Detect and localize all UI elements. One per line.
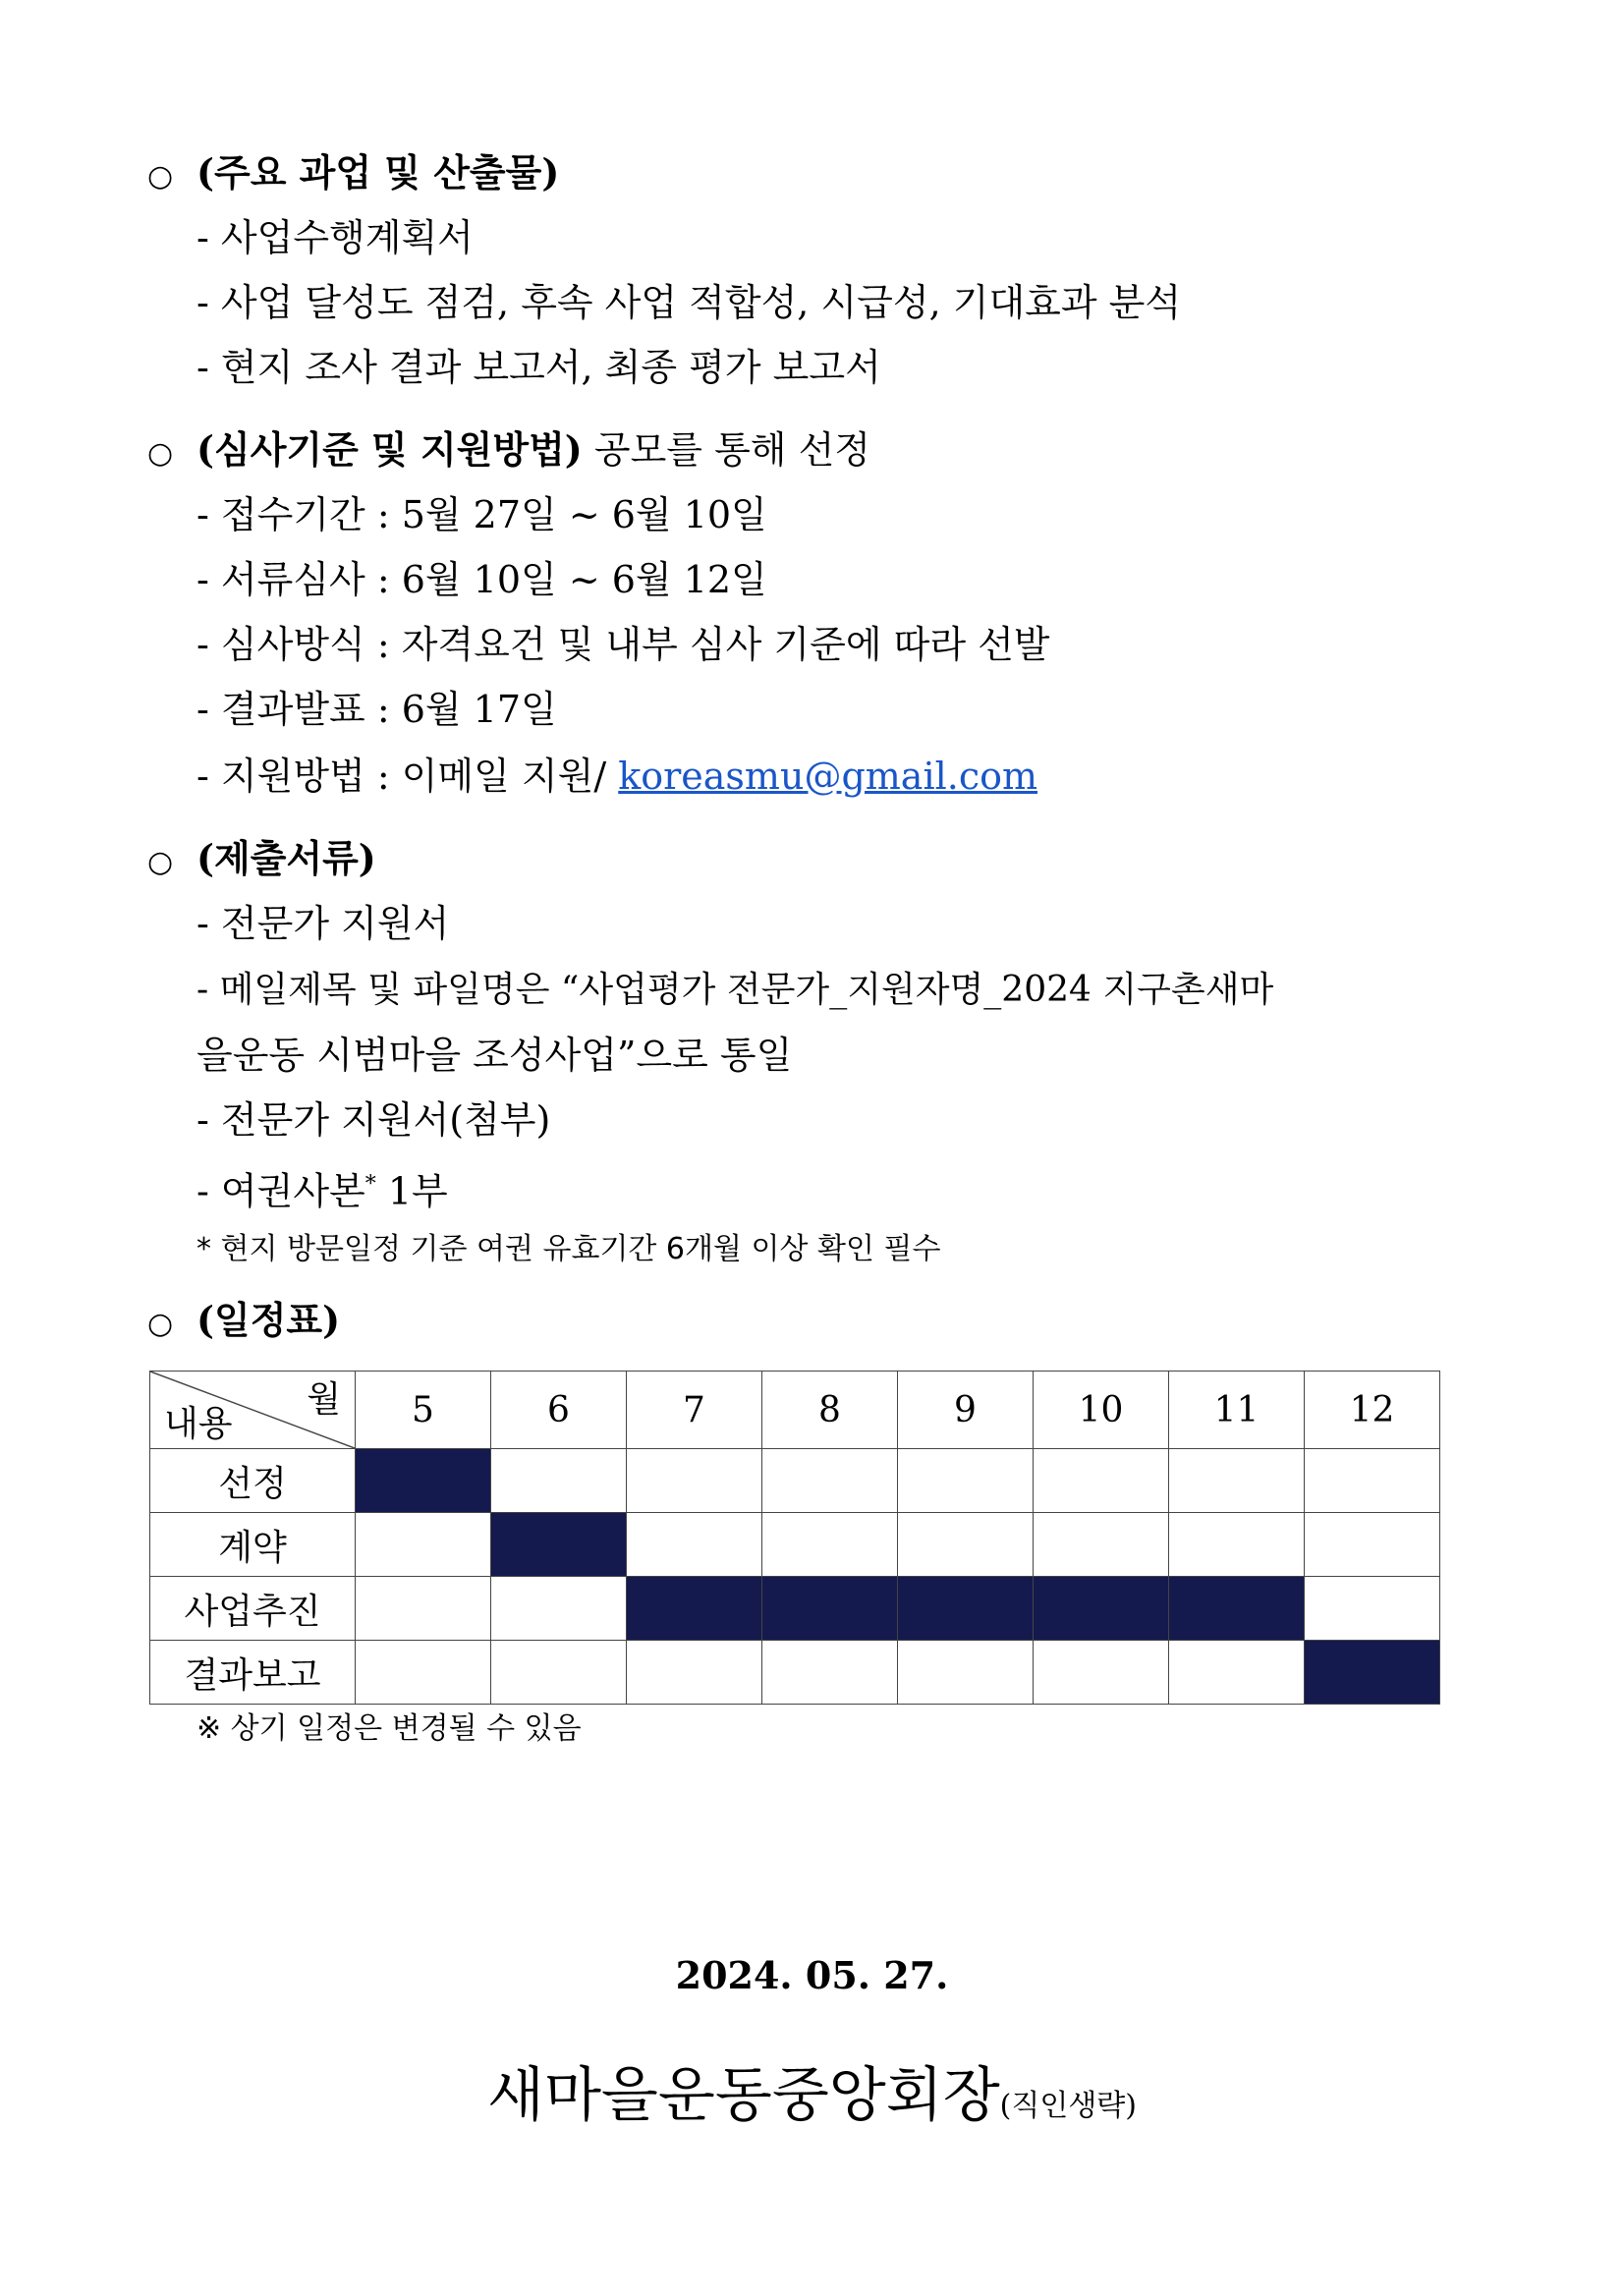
schedule-cell: [356, 1577, 491, 1641]
section-heading: (주요 과업 및 산출물): [196, 150, 560, 195]
schedule-cell-active: [491, 1513, 627, 1577]
bullet-icon: ○: [147, 159, 174, 194]
schedule-cell-active: [1305, 1641, 1440, 1705]
bullet-icon: ○: [147, 845, 174, 879]
schedule-cell-active: [1169, 1577, 1305, 1641]
passport-label: - 여권사본: [196, 1169, 365, 1213]
footnote: * 현지 방문일정 기준 여권 유효기간 6개월 이상 확인 필수: [196, 1232, 941, 1266]
schedule-cell: [491, 1641, 627, 1705]
asterisk-mark: *: [364, 1172, 376, 1197]
section-documents-heading: [147, 833, 376, 888]
month-header: 9: [898, 1372, 1034, 1449]
schedule-cell: [1034, 1449, 1169, 1513]
schedule-row: [150, 1577, 1440, 1641]
schedule-cell-active: [1034, 1577, 1169, 1641]
list-item: - 심사방식 : 자격요건 및 내부 심사 기준에 따라 선발: [196, 623, 1050, 666]
list-item: - 현지 조사 결과 보고서, 최종 평가 보고서: [196, 346, 881, 389]
schedule-cell: [1305, 1449, 1440, 1513]
list-item-continuation: 을운동 시범마을 조성사업”으로 통일: [196, 1034, 793, 1077]
month-header: 10: [1034, 1372, 1169, 1449]
month-header: 8: [762, 1372, 898, 1449]
schedule-cell: [1305, 1513, 1440, 1577]
list-item: - 전문가 지원서: [196, 902, 450, 945]
list-item: - 결과발표 : 6월 17일: [196, 688, 557, 731]
apply-label: - 지원방법 : 이메일 지원/: [196, 755, 619, 798]
section-heading-tail: 공모를 통해 선정: [582, 428, 870, 472]
section-schedule-heading: [147, 1295, 340, 1350]
schedule-header-row: [150, 1372, 1440, 1449]
schedule-cell: [1305, 1577, 1440, 1641]
schedule-cell: [762, 1449, 898, 1513]
list-item: - 메일제목 및 파일명은 “사업평가 전문가_지원자명_2024 지구촌새마: [196, 970, 1274, 1010]
schedule-row: [150, 1449, 1440, 1513]
schedule-cell: [762, 1641, 898, 1705]
schedule-cell: [1169, 1513, 1305, 1577]
list-item: - 사업수행계획서: [196, 216, 474, 259]
row-label: 선정: [150, 1449, 356, 1513]
schedule-cell: [627, 1449, 762, 1513]
signature-title: 새마을운동중앙회장: [487, 2061, 1000, 2130]
schedule-cell: [898, 1513, 1034, 1577]
bullet-icon: ○: [147, 436, 174, 471]
schedule-row: [150, 1513, 1440, 1577]
schedule-cell: [898, 1641, 1034, 1705]
list-item: - 서류심사 : 6월 10일 ~ 6월 12일: [196, 558, 767, 601]
row-label: 사업추진: [150, 1577, 356, 1641]
section-heading: (일정표): [196, 1298, 341, 1342]
schedule-cell: [1169, 1449, 1305, 1513]
list-item: - 사업 달성도 점검, 후속 사업 적합성, 시급성, 기대효과 분석: [196, 281, 1182, 324]
schedule-cell: [491, 1577, 627, 1641]
month-header: 7: [627, 1372, 762, 1449]
month-header: 5: [356, 1372, 491, 1449]
corner-content-label: 내용: [164, 1404, 233, 1444]
schedule-cell-active: [898, 1577, 1034, 1641]
signature-block: [0, 2048, 1624, 2133]
list-item-apply: [196, 751, 1037, 802]
schedule-cell: [898, 1449, 1034, 1513]
section-criteria-heading: [147, 424, 870, 479]
corner-cell: [150, 1372, 356, 1449]
email-link[interactable]: koreasmu@gmail.com: [618, 755, 1038, 798]
schedule-cell: [627, 1641, 762, 1705]
schedule-cell: [491, 1449, 627, 1513]
section-heading: (제출서류): [196, 836, 376, 880]
schedule-cell: [1169, 1641, 1305, 1705]
row-label: 결과보고: [150, 1641, 356, 1705]
schedule-cell: [762, 1513, 898, 1577]
schedule-table: [149, 1371, 1440, 1705]
schedule-cell: [356, 1641, 491, 1705]
passport-count: 1부: [375, 1169, 448, 1213]
schedule-cell: [1034, 1513, 1169, 1577]
list-item-passport: [196, 1159, 448, 1217]
schedule-cell-active: [356, 1449, 491, 1513]
schedule-row: [150, 1641, 1440, 1705]
corner-month-label: 월: [307, 1379, 341, 1420]
schedule-note: ※ 상기 일정은 변경될 수 있음: [196, 1711, 582, 1746]
month-header: 11: [1169, 1372, 1305, 1449]
schedule-cell: [1034, 1641, 1169, 1705]
section-tasks-heading: [147, 147, 559, 202]
month-header: 12: [1305, 1372, 1440, 1449]
schedule-cell-active: [627, 1577, 762, 1641]
list-item: - 전문가 지원서(첨부): [196, 1098, 551, 1142]
schedule-cell: [627, 1513, 762, 1577]
schedule-cell-active: [762, 1577, 898, 1641]
schedule-cell: [356, 1513, 491, 1577]
list-item: - 접수기간 : 5월 27일 ~ 6월 10일: [196, 493, 767, 536]
seal-omitted-note: (직인생략): [999, 2089, 1137, 2123]
row-label: 계약: [150, 1513, 356, 1577]
document-date: 2024. 05. 27.: [675, 1953, 949, 1997]
bullet-icon: ○: [147, 1307, 174, 1341]
section-heading: (심사기준 및 지원방법): [196, 427, 583, 472]
month-header: 6: [491, 1372, 627, 1449]
